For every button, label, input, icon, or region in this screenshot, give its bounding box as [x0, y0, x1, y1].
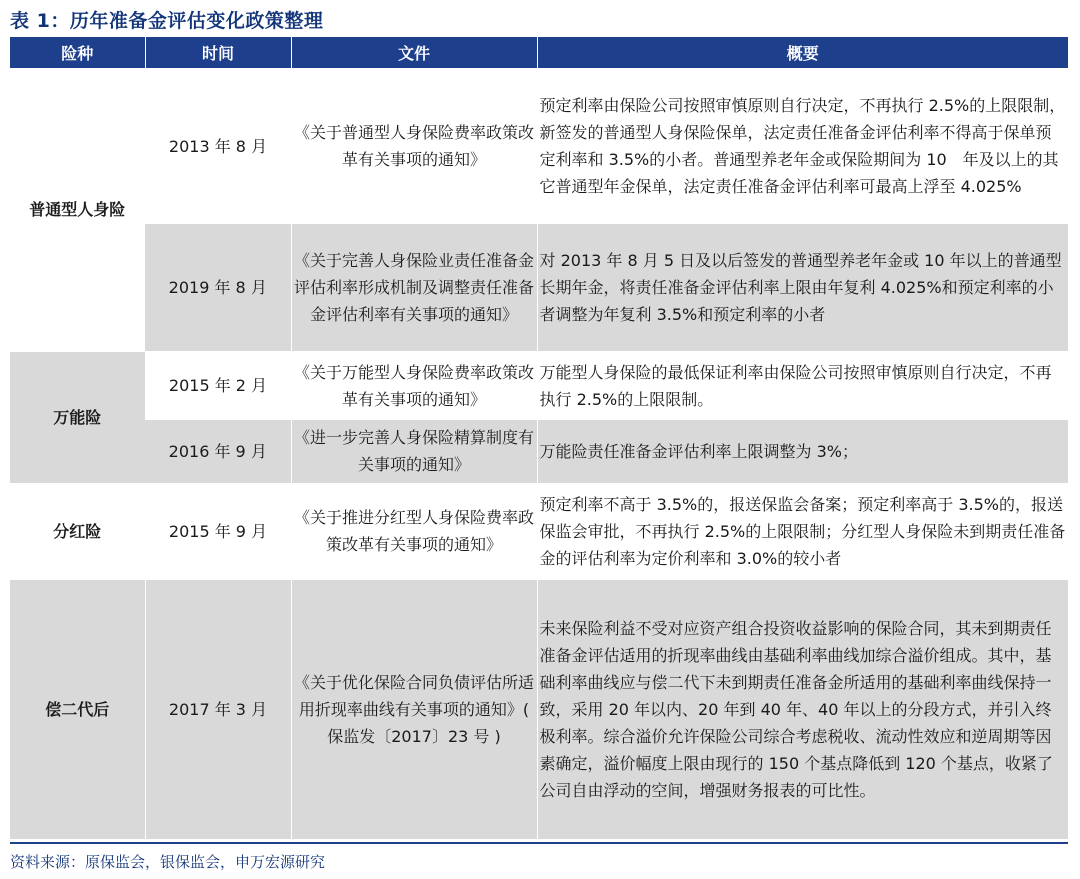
time-cell: 2017 年 3 月 [145, 579, 291, 839]
header-time: 时间 [145, 37, 291, 68]
header-category: 险种 [10, 37, 145, 68]
time-cell: 2015 年 9 月 [145, 483, 291, 579]
summary-cell: 对 2013 年 8 月 5 日及以后签发的普通型养老年金或 10 年以上的普通型长期年金，将责任准备金评估利率上限由年复利 4.025%和预定利率的小者调整为年复利 3.5%和预定利率的小者 [537, 224, 1068, 351]
document-cell: 《关于普通型人身保险费率政策改革有关事项的通知》 [291, 68, 537, 224]
document-cell: 《关于推进分红型人身保险费率政策改革有关事项的通知》 [291, 483, 537, 579]
summary-cell: 未来保险利益不受对应资产组合投资收益影响的保险合同，其未到期责任准备金评估适用的折现率曲线由基础利率曲线加综合溢价组成。其中，基础利率曲线应与偿二代下未到期责任准备金所适用的基础利率曲线保持一致，采用 20 年以内、20 年到 40 年、40 年以上的分段方式，并引入终极利率。综合溢价允许保险公司综合考虑税收、流动性效应和逆周期等因素确定，溢价幅度上限由现行的 150 个基点降低到 120 个基点，收紧了公司自由浮动的空间，增强财务报表的可比性。 [537, 579, 1068, 839]
table-row [10, 579, 1068, 839]
category-cell: 偿二代后 [10, 579, 145, 839]
document-cell: 《关于完善人身保险业责任准备金评估利率形成机制及调整责任准备金评估利率有关事项的通知》 [291, 224, 537, 351]
time-cell: 2015 年 2 月 [145, 351, 291, 420]
summary-cell: 预定利率不高于 3.5%的，报送保监会备案；预定利率高于 3.5%的，报送保监会审批，不再执行 2.5%的上限限制；分红型人身保险未到期责任准备金的评估利率为定价利率和 3.0%的较小者 [537, 483, 1068, 579]
table-row [10, 351, 1068, 420]
header-document: 文件 [291, 37, 537, 68]
table-row [10, 224, 1068, 351]
table-header-row [10, 37, 1068, 68]
time-cell: 2016 年 9 月 [145, 420, 291, 483]
table-row [10, 483, 1068, 579]
time-cell: 2013 年 8 月 [145, 68, 291, 224]
document-cell: 《关于万能型人身保险费率政策改革有关事项的通知》 [291, 351, 537, 420]
category-cell: 普通型人身险 [10, 68, 145, 351]
policy-table [10, 37, 1068, 839]
summary-cell: 万能型人身保险的最低保证利率由保险公司按照审慎原则自行决定，不再执行 2.5%的上限限制。 [537, 351, 1068, 420]
table-title: 表 1：历年准备金评估变化政策整理 [10, 10, 324, 32]
category-cell: 万能险 [10, 351, 145, 483]
table-row [10, 68, 1068, 224]
source-note: 资料来源：原保监会，银保监会，申万宏源研究 [10, 853, 326, 871]
summary-cell: 预定利率由保险公司按照审慎原则自行决定，不再执行 2.5%的上限限制，新签发的普通型人身保险保单，法定责任准备金评估利率不得高于保单预定利率和 3.5%的小者。普通型养老年金或保险期间为 10 年及以上的其它普通型年金保单，法定责任准备金评估利率可最高上浮至 4.025% [537, 68, 1068, 224]
bottom-rule [10, 842, 1068, 844]
category-cell: 分红险 [10, 483, 145, 579]
table-row [10, 420, 1068, 483]
document-cell: 《关于优化保险合同负债评估所适用折现率曲线有关事项的通知》( 保监发〔2017〕23 号 ) [291, 579, 537, 839]
header-summary: 概要 [537, 37, 1068, 68]
document-cell: 《进一步完善人身保险精算制度有关事项的通知》 [291, 420, 537, 483]
summary-cell: 万能险责任准备金评估利率上限调整为 3%； [537, 420, 1068, 483]
time-cell: 2019 年 8 月 [145, 224, 291, 351]
